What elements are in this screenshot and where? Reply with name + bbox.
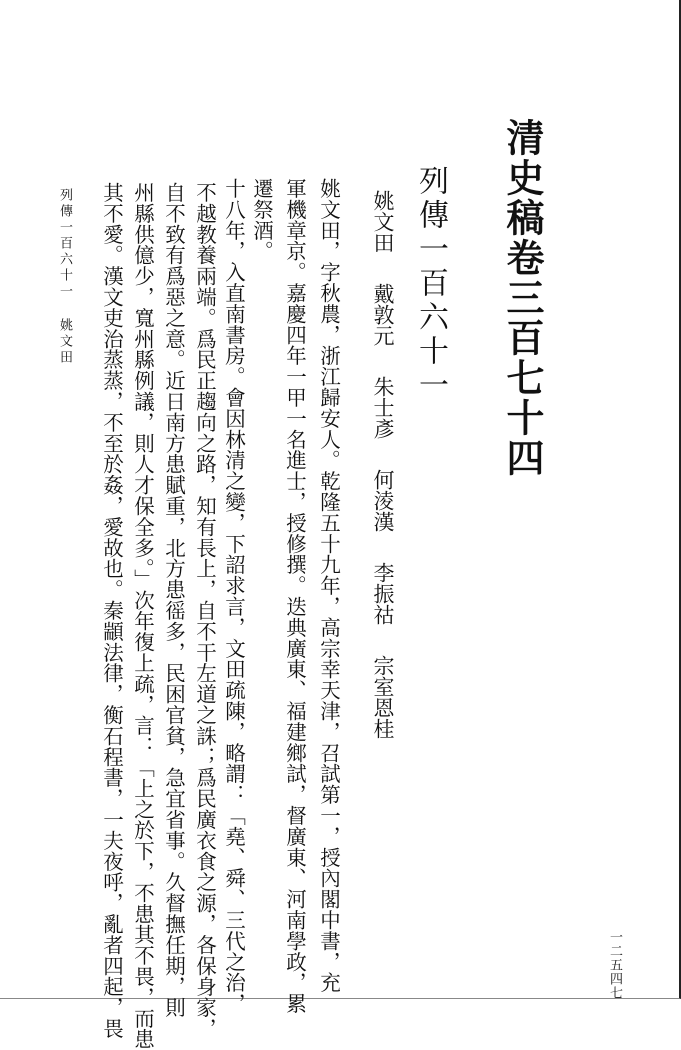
biography-name: 李振祜 (371, 562, 395, 625)
body-column: 州縣供億少，寬州縣例議，則人才保全多。」次年復上疏，言：「上之於下，不患其不畏，而患 (130, 182, 155, 1050)
folio-name: 姚文田 (57, 318, 72, 366)
body-column: 自不致有爲惡之意。近日南方患賦重，北方患徭多，民困官貧，急宜省事。久督撫任期，則 (161, 182, 186, 1018)
chapter-title: 清史稿卷三百七十四 (500, 118, 545, 478)
body-column: 軍機章京。嘉慶四年一甲一名進士，授修撰。迭典廣東、福建鄉試，督廣東、河南學政，累 (282, 178, 307, 1014)
body-column: 不越教養兩端。爲民正趨向之路，知有長上，自不干左道之誅；爲民廣衣食之源，各保身家， (192, 182, 217, 1039)
biography-name: 戴敦元 (371, 283, 395, 346)
page-number: 一二五四七 (607, 930, 622, 1000)
biography-name: 宗室恩桂 (371, 655, 395, 739)
biography-name: 朱士彥 (371, 376, 395, 439)
biography-names (372, 190, 393, 769)
chapter-subtitle: 列傳一百六十一 (413, 165, 448, 403)
folio-note (58, 188, 71, 366)
biography-name: 何淩漢 (371, 469, 395, 532)
biography-name: 姚文田 (371, 190, 395, 253)
body-column: 姚文田，字秋農，浙江歸安人。乾隆五十九年，高宗幸天津，召試第一，授內閣中書，充 (316, 178, 341, 994)
body-column: 其不愛。漢文吏治蒸蒸，不至於姦，愛故也。秦顓法律，衡石程書，一夫夜呼，亂者四起，畏 (99, 182, 124, 1039)
body-column: 十八年，入直南書房。會因林清之變，下詔求言，文田疏陳，略謂：「堯、舜、三代之治， (221, 178, 246, 1014)
folio-volume: 列傳一百六十一 (57, 188, 72, 300)
body-column: 遷祭酒。 (249, 178, 274, 262)
